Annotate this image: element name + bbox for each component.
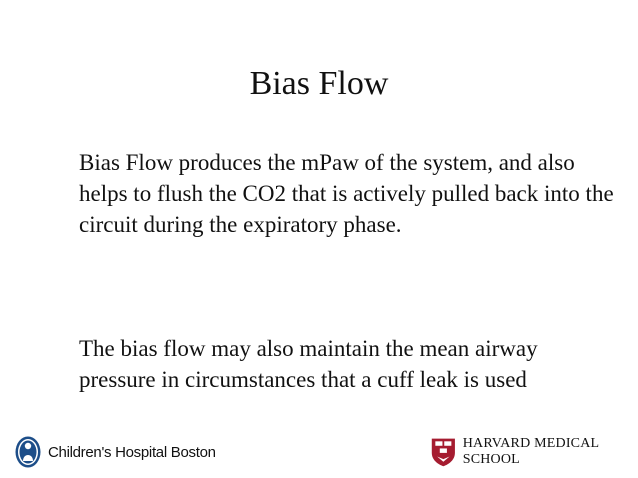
childrens-hospital-logo	[14, 434, 216, 470]
body-paragraph-mean-airway-pressure: The bias flow may also maintain the mean airway pressure in circumstances that a cuff leak is used	[79, 336, 538, 392]
harvard-shield-icon	[430, 435, 457, 469]
childrens-hospital-logo-text: Children's Hospital Boston	[48, 443, 216, 461]
harvard-medical-school-logo	[430, 434, 638, 470]
body-paragraph-bias-flow: Bias Flow produces the mPaw of the system, and also helps to flush the CO2 that is actively pulled back into the circuit during the expiratory phase.	[79, 150, 614, 237]
hospital-emblem-icon	[14, 435, 42, 469]
slide-title: Bias Flow	[249, 65, 389, 102]
harvard-medical-school-logo-text: HARVARD MEDICAL SCHOOL	[462, 436, 599, 467]
